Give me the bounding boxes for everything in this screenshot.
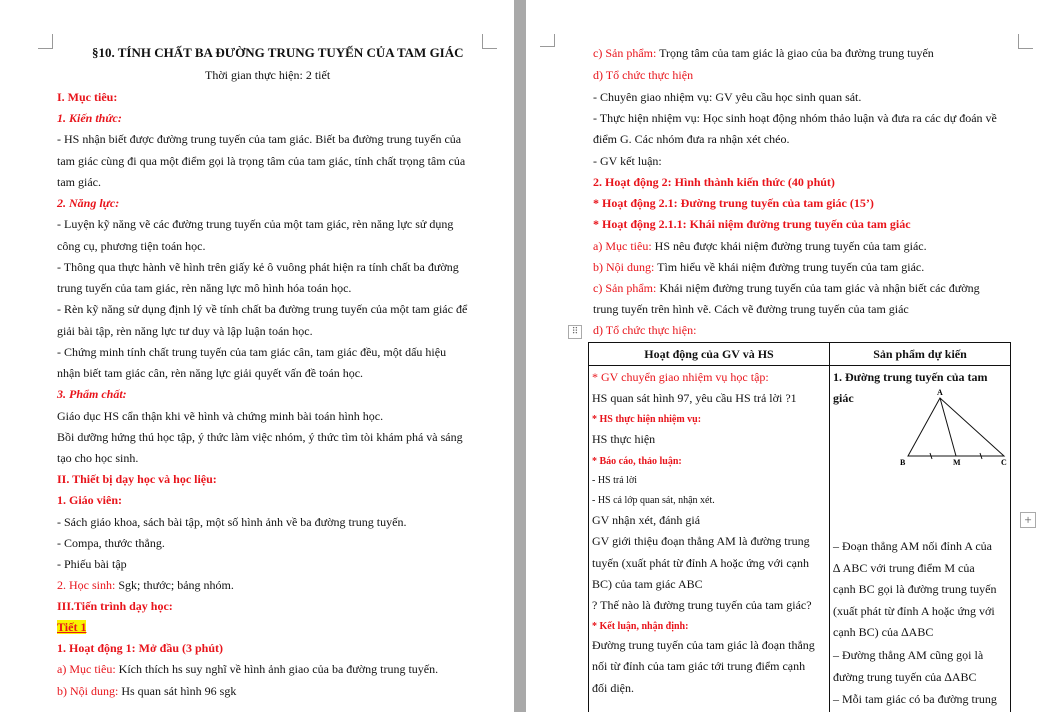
label: b) Nội dung: [593,260,658,274]
activity-heading: 1. Hoạt động 1: Mở đầu (3 phút) [57,641,224,655]
cell-line: nối từ đỉnh của tam giác tới trung điểm cạnh [592,659,806,673]
cell-line: GV giới thiệu đoạn thẳng AM là đường trung [592,534,810,548]
label-b: B [900,458,906,466]
para-line: trung tuyến của tam giác, rèn năng lực mô hình hóa toán học. [57,281,352,295]
table-header: Hoạt động của GV và HS [589,343,830,366]
table-cell [589,366,830,712]
triangle-figure [900,386,1010,466]
doc-time: Thời gian thực hiện: 2 tiết [205,68,331,82]
doc-title: §10. TÍNH CHẤT BA ĐƯỜNG TRUNG TUYẾN CỦA TAM GIÁC [92,45,464,60]
table-move-handle[interactable]: ⠿ [568,325,582,339]
label-m: M [953,458,961,466]
cell-line: giác [833,391,854,405]
para-line [593,260,924,274]
cell-line: – Đường thẳng AM cũng gọi là [833,648,984,662]
para-line: - Chuyên giao nhiệm vụ: GV yêu cầu học sinh quan sát. [593,90,862,104]
para-line [57,662,438,676]
para-line [593,46,934,60]
label-c: C [1001,458,1007,466]
para-line [57,684,236,698]
section-heading: I. Mục tiêu: [57,90,118,104]
para-line: - Sách giáo khoa, sách bài tập, một số hình ảnh về ba đường trung tuyến. [57,515,407,529]
para-line: - Rèn kỹ năng sử dụng định lý về tính chất ba đường trung tuyến của một tam giác để [57,302,468,316]
para-line: - Chứng minh tính chất trung tuyến của tam giác cân, tam giác đều, một dấu hiệu [57,345,447,359]
label: b) Nội dung: [57,684,122,698]
para-line: - Luyện kỹ năng vẽ các đường trung tuyến của một tam giác, rèn năng lực sử dụng [57,217,454,231]
cell-line: * GV chuyển giao nhiệm vụ học tập: [592,370,769,384]
label-text: Sgk; thước; bảng nhóm. [118,578,234,592]
cell-line: GV nhận xét, đánh giá [592,513,701,527]
crop-mark [38,34,53,49]
label: c) Sản phẩm: [593,46,660,60]
table-header: Sản phẩm dự kiến [830,343,1011,366]
label-text: HS nêu được khái niệm đường trung tuyến của tam giác. [654,239,927,253]
cell-line: tuyến (xuất phát từ đỉnh A hoặc ứng với cạnh [592,556,809,570]
subsection-heading: 1. Kiến thức: [57,111,122,125]
subsection-heading: 3. Phẩm chất: [57,387,127,401]
activity-heading: 2. Hoạt động 2: Hình thành kiến thức (40 phút) [593,175,835,189]
para-line [593,281,1017,295]
para-line [57,578,234,592]
cell-line: - HS trả lời [592,475,638,486]
para-line: - Thông qua thực hành vẽ hình trên giấy kẻ ô vuông phát hiện ra tính chất ba đường [57,260,459,274]
cell-line: cạnh BC) của ∆ABC [833,625,934,639]
para-line: tam giác cùng đi qua một điểm gọi là trọng tâm của tam giác, tính chất trọng tâm của [57,154,466,168]
cell-line: 1. Đường trung tuyến của tam [833,370,988,384]
para-line: - Phiếu bài tập [57,557,127,571]
para-line: trung tuyến trên hình vẽ. Cách vẽ đường trung tuyến của tam giác [593,302,909,316]
cell-line: đường trung tuyến của ∆ABC [833,670,977,684]
lesson-label: Tiết 1 [57,620,87,634]
subsection-heading: 2. Năng lực: [57,196,120,210]
cell-line: * Báo cáo, thảo luận: [592,456,682,467]
para-line: tam giác. [57,175,101,189]
para-line: - Compa, thước thẳng. [57,536,165,550]
activity-table [588,342,1011,712]
cell-line: - HS cả lớp quan sát, nhận xét. [592,495,715,506]
activity-heading: * Hoạt động 2.1.1: Khái niệm đường trung tuyến của tam giác [593,217,911,231]
cell-line: * HS thực hiện nhiệm vụ: [592,414,702,425]
activity-heading: * Hoạt động 2.1: Đường trung tuyến của tam giác (15’) [593,196,874,210]
cell-line: BC) của tam giác ABC [592,577,703,591]
para-line: - HS nhận biết được đường trung tuyến của tam giác. Biết ba đường trung tuyến của [57,132,462,146]
cell-line: ? Thế nào là đường trung tuyến của tam giác? [592,598,812,612]
cell-line: (xuất phát từ đỉnh A hoặc ứng với [833,604,995,618]
para-line: d) Tổ chức thực hiện: [593,323,697,337]
label-a: A [937,388,943,397]
label-text: Khái niệm đường trung tuyến của tam giác và nhận biết các đường [659,281,980,295]
cell-line: cạnh BC gọi là đường trung tuyến [833,582,997,596]
cell-line: – Đoạn thẳng AM nối đỉnh A của [833,539,992,553]
para-line: - GV kết luận: [593,154,662,168]
para-line: - Thực hiện nhiệm vụ: Học sinh hoạt động nhóm thảo luận và đưa ra các dự đoán về [593,111,997,125]
cell-line: HS thực hiện [592,432,656,446]
crop-mark [1018,34,1033,49]
table-cell [830,366,1011,712]
para-line [593,239,927,253]
crop-mark [540,34,555,47]
label-text: Tìm hiểu về khái niệm đường trung tuyến của tam giác. [657,260,925,274]
label-text: Kích thích hs suy nghĩ về hình ảnh giao của ba đường trung tuyến. [118,662,439,676]
label-text: Hs quan sát hình 96 sgk [121,684,237,698]
cell-line: HS quan sát hình 97, yêu cầu HS trả lời ?1 [592,391,797,405]
section-heading: II. Thiết bị dạy học và học liệu: [57,472,217,486]
para-line: điểm G. Các nhóm đưa ra nhận xét chéo. [593,132,790,146]
label: a) Mục tiêu: [593,239,655,253]
document-page-left [0,0,514,712]
label-text: Trọng tâm của tam giác là giao của ba đường trung tuyến [659,46,934,60]
para-line: Giáo dục HS cẩn thận khi vẽ hình và chứng minh bài toán hình học. [57,409,384,423]
para-line: Bồi dưỡng hứng thú học tập, ý thức làm việc nhóm, ý thức tìm tòi khám phá và sáng [57,430,463,444]
crop-mark [482,34,497,49]
para-line: d) Tổ chức thực hiện [593,68,694,82]
subsection-heading: 1. Giáo viên: [57,493,122,507]
document-page-right [526,0,1049,712]
cell-line: * Kết luận, nhận định: [592,621,689,632]
para-line: công cụ, phương tiện toán học. [57,239,206,253]
cell-line: Đường trung tuyến của tam giác là đoạn thẳng [592,638,815,652]
label: c) Sản phẩm: [593,281,660,295]
label: a) Mục tiêu: [57,662,119,676]
label: 2. Học sinh: [57,578,119,592]
cell-line: ∆ ABC với trung điểm M của [833,561,975,575]
section-heading: III.Tiến trình dạy học: [57,599,173,613]
add-row-button[interactable]: + [1020,512,1036,528]
para-line: giải bài tập, rèn năng lực tư duy và lập luận toán học. [57,324,313,338]
cell-line: đối diện. [592,681,634,695]
para-line: nhận biết tam giác cân, rèn năng lực giải quyết vấn đề toán học. [57,366,364,380]
para-line: tạo cho học sinh. [57,451,139,465]
cell-line: – Mỗi tam giác có ba đường trung [833,692,997,706]
